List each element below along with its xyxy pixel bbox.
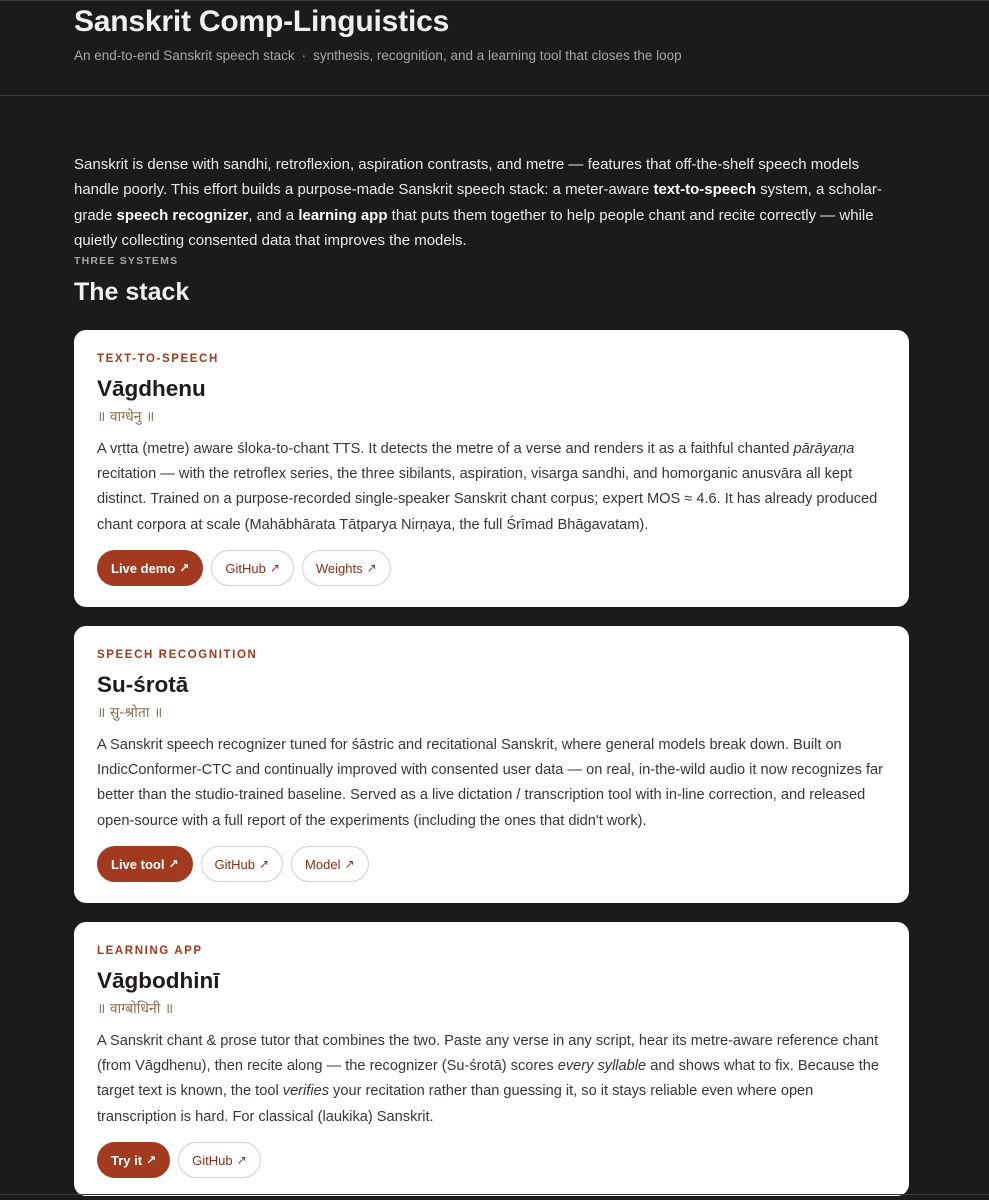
external-link-icon: ↗: [258, 857, 270, 871]
button-label: GitHub: [214, 856, 255, 872]
subtitle-part-b: synthesis, recognition, and a learning tool that closes the loop: [313, 48, 682, 63]
card-kind: LEARNING APP: [97, 945, 203, 957]
external-link-icon: ↗: [236, 1153, 247, 1167]
card-vagdhenu: [74, 330, 909, 607]
section-eyebrow: THREE SYSTEMS: [74, 255, 179, 267]
card-devanagari: ॥ वाग्बोधिनी ॥: [97, 1001, 174, 1017]
section-title: The stack: [74, 278, 190, 306]
intro-bold-tts: text-to-speech: [653, 181, 756, 199]
model-button[interactable]: [291, 846, 368, 882]
site-title: Sanskrit Comp-Linguistics: [74, 5, 450, 38]
desc-emphasis-1: every syllable: [557, 1058, 647, 1075]
button-label: Weights: [315, 560, 363, 576]
intro-text-4: that puts them together to help people chant and recite correctly — while quietly collecting consented data that improves the models.: [74, 206, 874, 249]
external-link-icon: ↗: [344, 857, 355, 871]
card-name: Vāgbodhinī: [97, 968, 220, 993]
desc-emphasis-2: verifies: [282, 1083, 329, 1100]
button-label: Live tool: [111, 856, 165, 872]
card-kind: TEXT-TO-SPEECH: [97, 353, 219, 365]
site-header: [0, 0, 989, 96]
desc-text-1: A Sanskrit chant & prose tutor that combines the two. Paste any verse in any script, hear its metre-aware reference chant (from Vāgdhenu), then recite along — the recognizer (Su-śrotā) scores: [97, 1033, 879, 1075]
card-buttons: [97, 846, 369, 882]
button-label: Try it: [111, 1152, 143, 1168]
external-link-icon: ↗: [146, 1153, 157, 1167]
subtitle-separator: ·: [301, 48, 307, 63]
intro-text-1: Sanskrit is dense with sandhi, retroflexion, aspiration contrasts, and metre — features that off-the-shelf speech models handle poorly. This effort builds a purpose-made Sanskrit speech stack: a meter-aware: [74, 156, 860, 199]
desc-text-2: recitation — with the retroflex series, the three sibilants, aspiration, visarga sandhi, and homorganic anusvāra all kept distinct. Trained on a purpose-recorded single-speaker Sanskrit chant corpus; expert MOS ≈ 4.6. It has already produced chant corpora at scale (Mahābhārata Tātparya Nirṇaya, the full Śrīmad Bhāgavatam).: [97, 466, 878, 533]
live-tool-button[interactable]: [97, 846, 193, 882]
card-description: [97, 437, 889, 538]
github-button[interactable]: [211, 550, 294, 586]
desc-text-2: and shows what to fix. Because the target text is known, the tool: [97, 1058, 879, 1100]
card-description: A Sanskrit speech recognizer tuned for śāstric and recitational Sanskrit, where general models break down. Built on IndicConformer-CTC and continually improved with consented user data — on real, in-the-wild audio it now recognizes far better than the studio-trained baseline. Served as a live dictation / transcription tool with in-line correction, and released open-source with a full report of the experiments (including the ones that didn't work).: [97, 737, 884, 829]
intro-bold-asr: speech recognizer: [116, 206, 249, 224]
subtitle-part-a: An end-to-end Sanskrit speech stack: [74, 48, 295, 63]
button-label: Live demo: [111, 560, 176, 576]
card-vagbodhini: [74, 922, 909, 1196]
bottom-divider: [0, 1194, 989, 1195]
desc-text-3: your recitation rather than guessing it, so it stays reliable even where open transcription is hard. For classical (laukika) Sanskrit.: [97, 1083, 814, 1125]
live-demo-button[interactable]: [97, 550, 203, 586]
card-devanagari: ॥ सु-श्रोता ॥: [97, 705, 163, 721]
external-link-icon: ↗: [168, 857, 179, 871]
try-it-button[interactable]: [97, 1142, 170, 1178]
intro-bold-app: learning app: [298, 206, 388, 224]
external-link-icon: ↗: [179, 561, 190, 575]
button-label: GitHub: [225, 560, 266, 576]
card-description: [97, 1029, 889, 1130]
card-name: Vāgdhenu: [97, 376, 206, 401]
button-label: GitHub: [192, 1152, 233, 1168]
site-subtitle: [74, 48, 682, 63]
card-buttons: [97, 1142, 261, 1178]
github-button[interactable]: [201, 846, 284, 882]
external-link-icon: ↗: [269, 561, 280, 575]
card-su-srota: [74, 626, 909, 903]
card-devanagari: ॥ वाग्धेनु ॥: [97, 409, 155, 425]
intro-text-3: , and a: [248, 206, 299, 224]
desc-emphasis: pārāyaṇa: [793, 441, 855, 457]
button-label: Model: [305, 856, 341, 872]
card-kind: SPEECH RECOGNITION: [97, 649, 258, 661]
intro-paragraph: [74, 152, 904, 253]
intro-text-2: system, a scholar-grade: [74, 181, 882, 224]
github-button[interactable]: [178, 1142, 261, 1178]
weights-button[interactable]: [302, 550, 391, 586]
external-link-icon: ↗: [366, 561, 377, 575]
card-buttons: [97, 550, 391, 586]
desc-text-1: A vṛtta (metre) aware śloka-to-chant TTS. It detects the metre of a verse and renders it as a faithful chanted: [97, 441, 794, 457]
card-name: Su-śrotā: [97, 672, 189, 697]
